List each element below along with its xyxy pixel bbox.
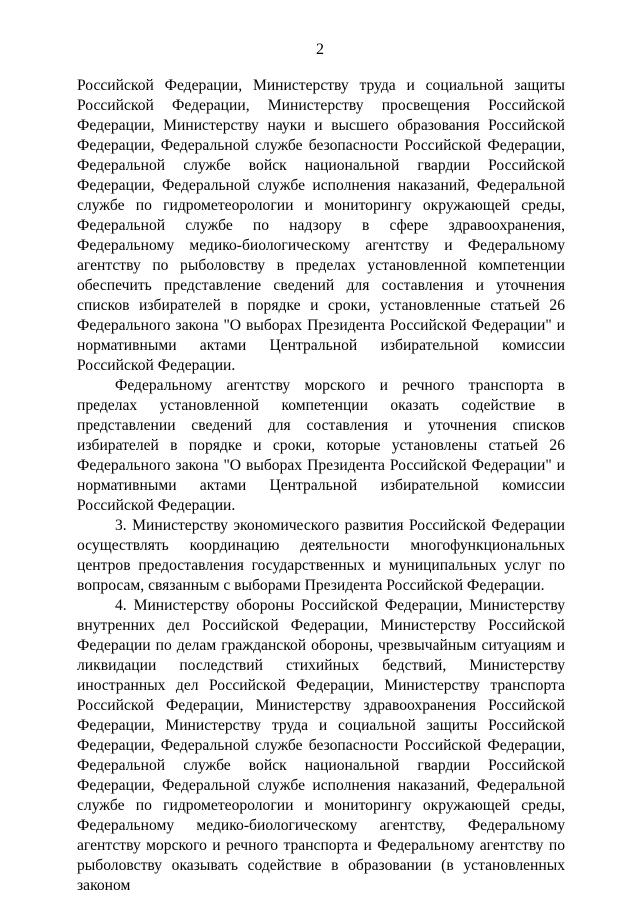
document-body bbox=[77, 76, 565, 896]
paragraph-1-continuation: Российской Федерации, Министерству труда и социальной защиты Российской Федерации, Министерству просвещения Российской Федерации, Министерству науки и высшего образования Российской Федерации, Федеральной службе безопасности Российской Федерации, Федеральной службе войск национальной гвардии Российской Федерации, Федеральной службе исполнения наказаний, Федеральной службе по гидрометеорологии и мониторингу окружающей среды, Федеральной службе по надзору в сфере здравоохранения, Федеральному медико-биологическому агентству и Федеральному агентству по рыболовству в пределах установленной компетенции обеспечить представление сведений для составления и уточнения списков избирателей в порядке и сроки, установленные статьей 26 Федерального закона "О выборах Президента Российской Федерации" и нормативными актами Центральной избирательной комиссии Российской Федерации. bbox=[77, 77, 565, 374]
page-number: 2 bbox=[316, 41, 324, 58]
paragraph-3: 3. Министерству экономического развития Российской Федерации осуществлять координацию деятельности многофункциональных центров предоставления государственных и муниципальных услуг по вопросам, связанным с выборами Президента Российской Федерации. bbox=[77, 517, 565, 594]
paragraph-2: Федеральному агентству морского и речного транспорта в пределах установленной компетенции оказать содействие в представлении сведений для составления и уточнения списков избирателей в порядке и сроки, которые установлены статьей 26 Федерального закона "О выборах Президента Российской Федерации" и нормативными актами Центральной избирательной комиссии Российской Федерации. bbox=[77, 377, 565, 514]
paragraph-4: 4. Министерству обороны Российской Федерации, Министерству внутренних дел Российской Федерации, Министерству Российской Федерации по делам гражданской обороны, чрезвычайным ситуациям и ликвидации последствий стихийных бедствий, Министерству иностранных дел Российской Федерации, Министерству транспорта Российской Федерации, Министерству здравоохранения Российской Федерации, Министерству труда и социальной защиты Российской Федерации, Федеральной службе безопасности Российской Федерации, Федеральной службе войск национальной гвардии Российской Федерации, Федеральной службе исполнения наказаний, Федеральной службе по гидрометеорологии и мониторингу окружающей среды, Федеральному медико-биологическому агентству, Федеральному агентству морского и речного транспорта и Федеральному агентству по рыболовству оказывать содействие в образовании (в установленных законом bbox=[77, 597, 565, 894]
